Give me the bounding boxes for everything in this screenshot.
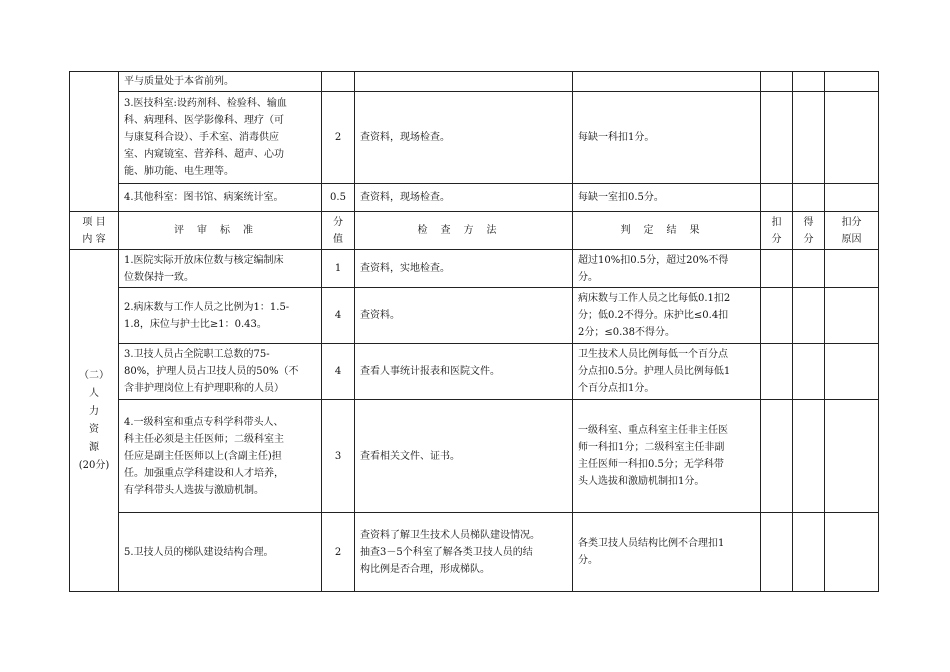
method-cell: 查看相关文件、证书。 — [355, 400, 573, 513]
table-row — [70, 400, 879, 513]
result-cell — [573, 72, 761, 92]
reason-cell — [825, 400, 879, 513]
earned-cell — [793, 92, 825, 184]
result-cell: 每缺一科扣1分。 — [573, 92, 761, 184]
earned-cell — [793, 344, 825, 400]
method-cell: 查看人事统计报表和医院文件。 — [355, 344, 573, 400]
header-item: 项 目 内 容 — [70, 212, 119, 250]
method-cell — [355, 72, 573, 92]
standard-cell: 2.病床数与工作人员之比例为1：1.5- 1.8，床位与护士比≥1：0.43。 — [119, 288, 322, 344]
result-cell: 病床数与工作人员之比每低0.1扣2 分；低0.2不得分。床护比≤0.4扣 2分；≤0.38不得分。 — [573, 288, 761, 344]
header-row — [70, 212, 879, 250]
standard-cell: 4.一级科室和重点专科学科带头人、 科主任必须是主任医师；二级科室主 任应是副主任医师以上(含副主任)担 任。加强重点学科建设和人才培养， 有学科带头人选拔与激励机制。 — [119, 400, 322, 513]
result-cell: 超过10%扣0.5分，超过20%不得 分。 — [573, 250, 761, 288]
standard-cell: 1.医院实际开放床位数与核定编制床 位数保持一致。 — [119, 250, 322, 288]
reason-cell — [825, 288, 879, 344]
table-row — [70, 288, 879, 344]
deduct-cell — [761, 250, 793, 288]
evaluation-table — [69, 71, 879, 592]
earned-cell — [793, 184, 825, 212]
table-row — [70, 92, 879, 184]
score-cell: 1 — [322, 250, 355, 288]
score-cell: 2 — [322, 92, 355, 184]
method-cell: 查资料。 — [355, 288, 573, 344]
standard-cell: 平与质量处于本省前列。 — [119, 72, 322, 92]
method-cell: 查资料，现场检查。 — [355, 92, 573, 184]
table-row — [70, 250, 879, 288]
deduct-cell — [761, 184, 793, 212]
method-cell: 查资料了解卫生技术人员梯队建设情况。 抽查3－5个科室了解各类卫技人员的结 构比例是否合理，形成梯队。 — [355, 513, 573, 592]
standard-cell: 3.医技科室:设药剂科、检验科、输血 科、病理科、医学影像科、理疗（可 与康复科合设）、手术室、消毒供应 室、内窥镜室、营养科、超声、心功 能、肺功能、电生理等。 — [119, 92, 322, 184]
earned-cell — [793, 513, 825, 592]
reason-cell — [825, 344, 879, 400]
header-reason: 扣分 原因 — [825, 212, 879, 250]
table-row — [70, 72, 879, 92]
item-cell-prev — [70, 72, 119, 212]
standard-cell: 3.卫技人员占全院职工总数的75- 80%，护理人员占卫技人员的50%（不 含非护理岗位上有护理职称的人员） — [119, 344, 322, 400]
header-standard: 评审标准 — [119, 212, 322, 250]
score-cell: 2 — [322, 513, 355, 592]
score-cell: 0.5 — [322, 184, 355, 212]
reason-cell — [825, 92, 879, 184]
header-result: 判定结果 — [573, 212, 761, 250]
table-row — [70, 184, 879, 212]
header-deduct: 扣 分 — [761, 212, 793, 250]
result-cell: 一级科室、重点科室主任非主任医 师一科扣1分；二级科室主任非副 主任医师一科扣0.5分；无学科带 头人选拔和激励机制扣1分。 — [573, 400, 761, 513]
deduct-cell — [761, 288, 793, 344]
deduct-cell — [761, 400, 793, 513]
deduct-cell — [761, 344, 793, 400]
table-row — [70, 344, 879, 400]
earned-cell — [793, 72, 825, 92]
standard-cell: 4.其他科室：图书馆、病案统计室。 — [119, 184, 322, 212]
table-row — [70, 513, 879, 592]
header-method: 检查方法 — [355, 212, 573, 250]
item-cell-hr: （二） 人 力 资 源 (20分) — [70, 250, 119, 592]
score-cell: 4 — [322, 288, 355, 344]
deduct-cell — [761, 513, 793, 592]
score-cell: 4 — [322, 344, 355, 400]
deduct-cell — [761, 72, 793, 92]
header-earned: 得 分 — [793, 212, 825, 250]
method-cell: 查资料，现场检查。 — [355, 184, 573, 212]
result-cell: 各类卫技人员结构比例不合理扣1 分。 — [573, 513, 761, 592]
reason-cell — [825, 513, 879, 592]
score-cell: 3 — [322, 400, 355, 513]
reason-cell — [825, 250, 879, 288]
method-cell: 查资料，实地检查。 — [355, 250, 573, 288]
earned-cell — [793, 400, 825, 513]
reason-cell — [825, 72, 879, 92]
score-cell — [322, 72, 355, 92]
earned-cell — [793, 288, 825, 344]
result-cell: 每缺一室扣0.5分。 — [573, 184, 761, 212]
reason-cell — [825, 184, 879, 212]
standard-cell: 5.卫技人员的梯队建设结构合理。 — [119, 513, 322, 592]
header-score: 分 值 — [322, 212, 355, 250]
result-cell: 卫生技术人员比例每低一个百分点 分点扣0.5分。护理人员比例每低1 个百分点扣1分。 — [573, 344, 761, 400]
earned-cell — [793, 250, 825, 288]
deduct-cell — [761, 92, 793, 184]
